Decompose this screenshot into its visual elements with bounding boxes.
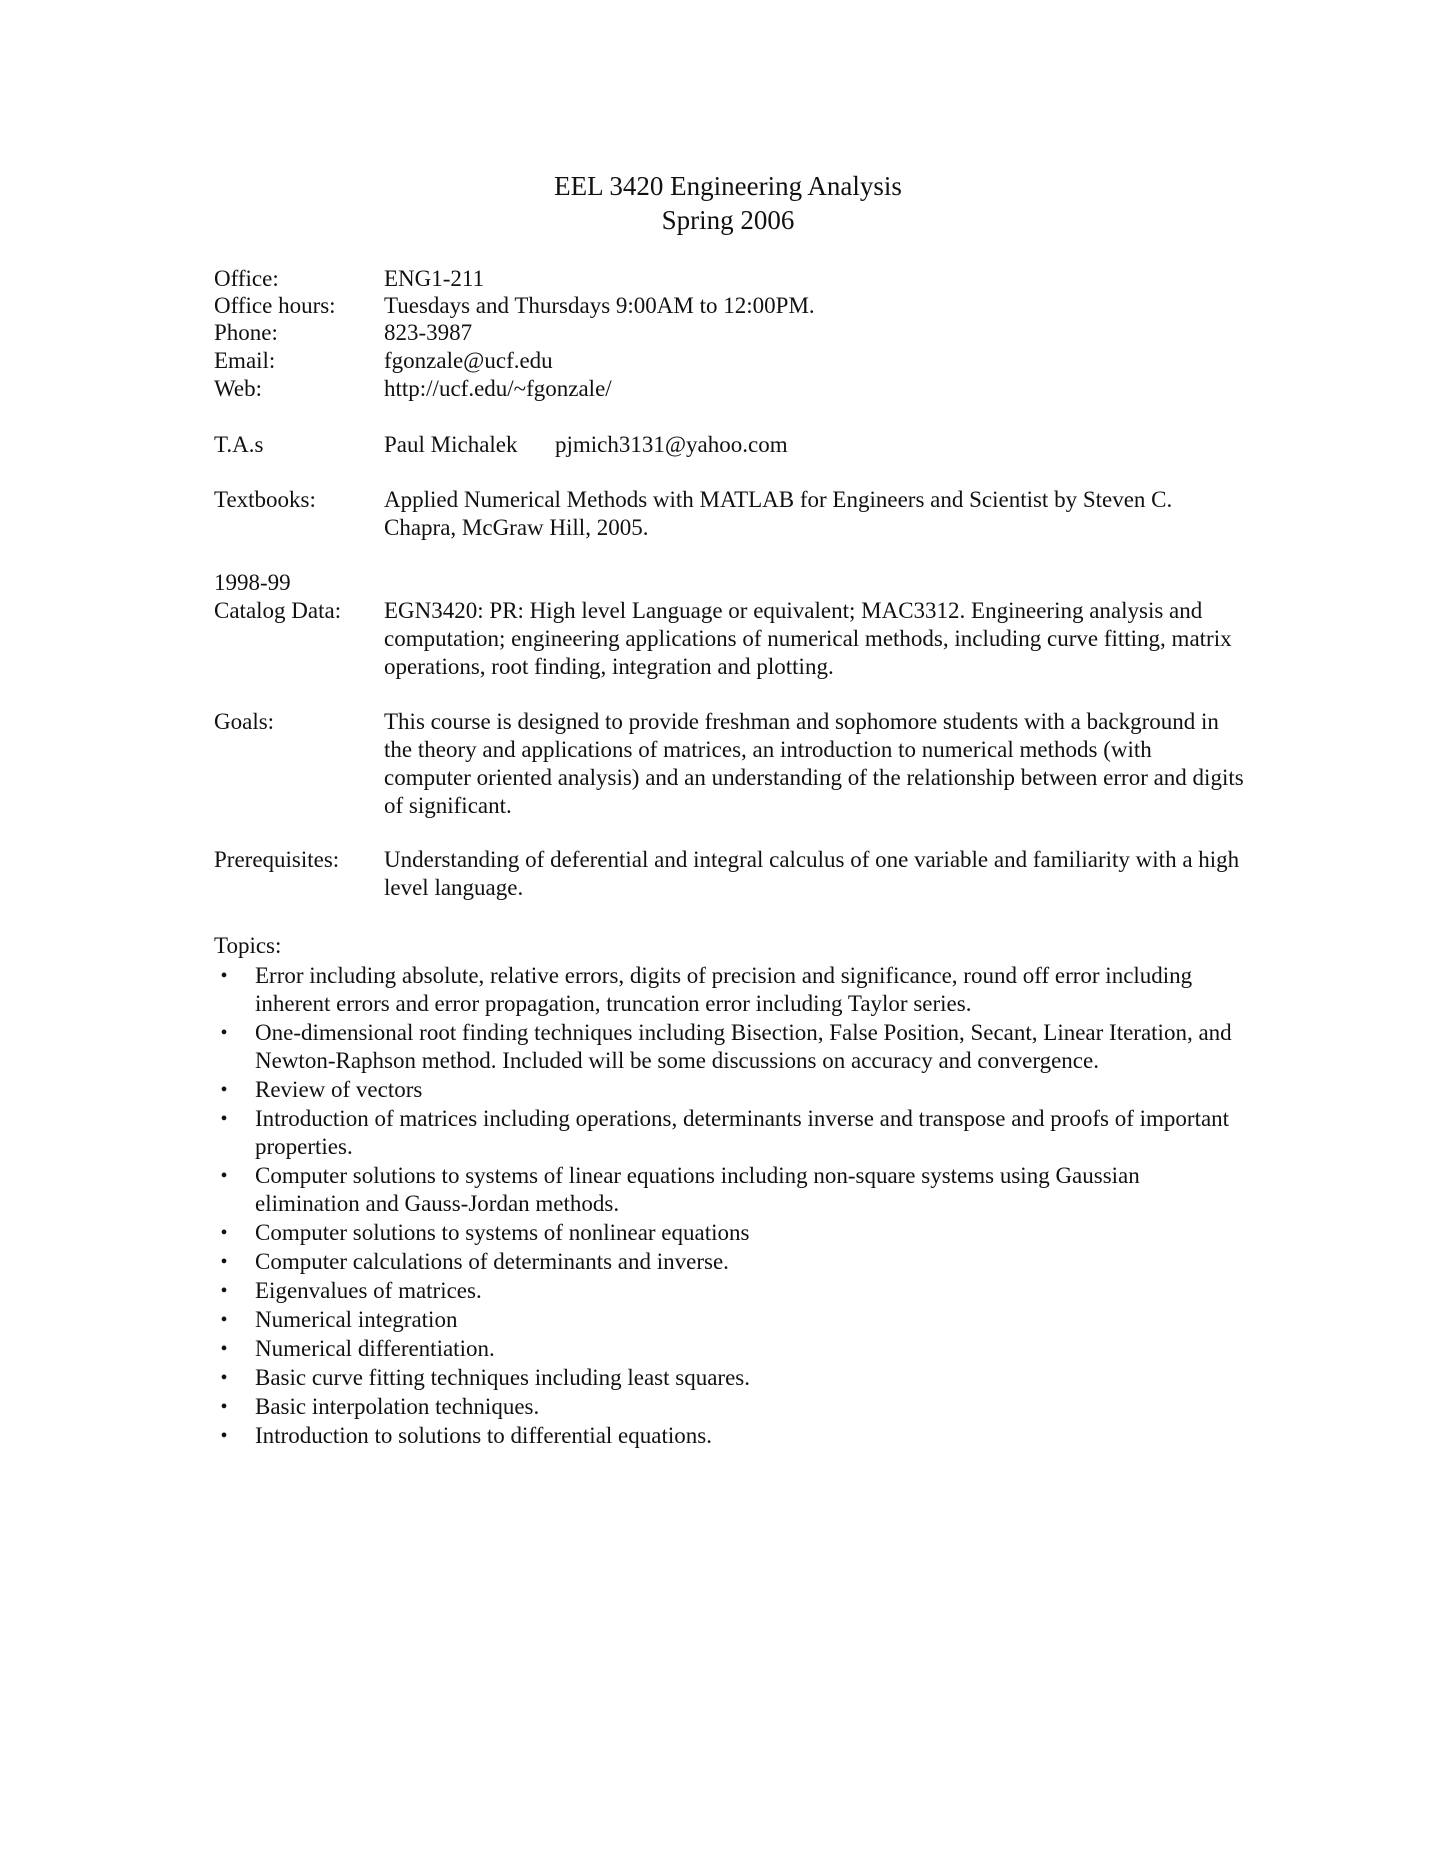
topic-item	[214, 1422, 1244, 1450]
catalog-value: EGN3420: PR: High level Language or equivalent; MAC3312. Engineering analysis and computation; engineering applications of numerical methods, including curve fitting, matrix operations, root finding, integration and plotting.	[384, 598, 1232, 679]
bullet-icon: •	[220, 1309, 228, 1331]
topic-text: Basic interpolation techniques.	[255, 1394, 540, 1419]
bullet-icon: •	[220, 1108, 228, 1130]
topic-text: One-dimensional root finding techniques including Bisection, False Position, Secant, Linear Iteration, and Newton-Raphson method. Included will be some discussions on accuracy and convergence.	[255, 1020, 1232, 1073]
bullet-icon: •	[220, 1338, 228, 1360]
topic-text: Eigenvalues of matrices.	[255, 1278, 482, 1303]
topic-text: Introduction of matrices including operations, determinants inverse and transpose and proofs of important properties.	[255, 1106, 1230, 1159]
catalog-label: Catalog Data:	[214, 598, 342, 623]
bullet-icon: •	[220, 1425, 228, 1447]
bullet-icon: •	[220, 1022, 228, 1044]
office-hours-label: Office hours:	[214, 293, 336, 318]
bullet-icon: •	[220, 1165, 228, 1187]
topics-heading: Topics:	[214, 933, 282, 958]
textbooks-label: Textbooks:	[214, 487, 316, 512]
prerequisites-label: Prerequisites:	[214, 847, 340, 872]
email-label: Email:	[214, 348, 276, 373]
topic-text: Review of vectors	[255, 1077, 423, 1102]
topic-item	[214, 1364, 1244, 1392]
topic-item	[214, 1019, 1244, 1075]
topics-list	[214, 962, 1244, 1451]
course-title	[0, 169, 1456, 237]
office-hours-value: Tuesdays and Thursdays 9:00AM to 12:00PM.	[384, 293, 815, 318]
bullet-icon: •	[220, 1251, 228, 1273]
ta-name: Paul Michalek	[384, 432, 518, 457]
goals-label: Goals:	[214, 709, 275, 734]
email-value: fgonzale@ucf.edu	[384, 348, 553, 373]
topic-text: Computer solutions to systems of linear equations including non-square systems using Gaussian elimination and Gauss-Jordan methods.	[255, 1163, 1140, 1216]
course-title-line: EEL 3420 Engineering Analysis	[554, 171, 902, 201]
topic-item	[214, 1335, 1244, 1363]
office-value: ENG1-211	[384, 266, 485, 291]
topic-item	[214, 1248, 1244, 1276]
topic-item	[214, 1393, 1244, 1421]
goals-value: This course is designed to provide freshman and sophomore students with a background in the theory and applications of matrices, an introduction to numerical methods (with computer oriented analysis) and an understanding of the relationship between error and digits of significant.	[384, 709, 1244, 818]
topic-text: Basic curve fitting techniques including least squares.	[255, 1365, 751, 1390]
office-label: Office:	[214, 266, 279, 291]
bullet-icon: •	[220, 1079, 228, 1101]
topic-item	[214, 1306, 1244, 1334]
tas-label: T.A.s	[214, 432, 264, 457]
bullet-icon: •	[220, 1396, 228, 1418]
topic-item	[214, 1219, 1244, 1247]
phone-label: Phone:	[214, 320, 278, 345]
bullet-icon: •	[220, 1367, 228, 1389]
web-value: http://ucf.edu/~fgonzale/	[384, 376, 612, 401]
topic-item	[214, 1162, 1244, 1218]
topic-text: Computer solutions to systems of nonlinear equations	[255, 1220, 750, 1245]
term-line: Spring 2006	[661, 205, 795, 235]
ta-email: pjmich3131@yahoo.com	[555, 432, 788, 457]
topic-item	[214, 962, 1244, 1018]
phone-value: 823-3987	[384, 320, 473, 345]
topic-item	[214, 1076, 1244, 1104]
web-label: Web:	[214, 376, 262, 401]
topic-text: Numerical differentiation.	[255, 1336, 495, 1361]
textbooks-value: Applied Numerical Methods with MATLAB for Engineers and Scientist by Steven C. Chapra, McGraw Hill, 2005.	[384, 487, 1173, 540]
bullet-icon: •	[220, 965, 228, 987]
topic-item	[214, 1277, 1244, 1305]
topic-text: Computer calculations of determinants and inverse.	[255, 1249, 729, 1274]
prerequisites-value: Understanding of deferential and integral calculus of one variable and familiarity with a high level language.	[384, 847, 1240, 900]
catalog-year: 1998-99	[214, 570, 291, 595]
topic-item	[214, 1105, 1244, 1161]
bullet-icon: •	[220, 1280, 228, 1302]
topic-text: Introduction to solutions to differential equations.	[255, 1423, 712, 1448]
topic-text: Error including absolute, relative errors, digits of precision and significance, round off error including inherent errors and error propagation, truncation error including Taylor series.	[255, 963, 1193, 1016]
topic-text: Numerical integration	[255, 1307, 458, 1332]
bullet-icon: •	[220, 1222, 228, 1244]
